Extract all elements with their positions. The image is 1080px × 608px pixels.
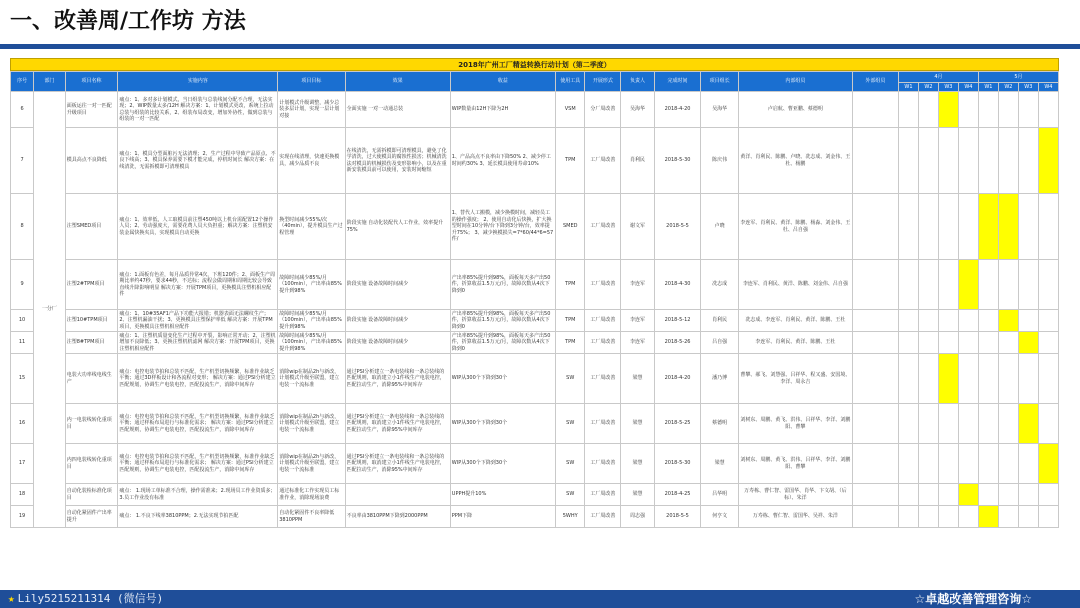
project-name-cell: 内四电装线转化重项目 [65, 444, 118, 484]
row-number-cell: 17 [11, 444, 34, 484]
project-effect-cell: 通过PSI分析建立一条电装线和一条总装线的匹配规则，取消建立小1件线生产电装电控，匹配拉动生产，消除95%中间库存 [345, 404, 450, 444]
footer-brand: ☆卓越改善管理咨询☆ [914, 592, 1032, 606]
schedule-week-cell [958, 354, 978, 404]
project-name-cell: 自动化紧固件产出率提升 [65, 506, 118, 528]
work-form-cell: 工厂周改善 [585, 310, 621, 332]
project-leader-cell: 吕自强 [701, 332, 739, 354]
project-target-cell: 故障时间减少85%/月（100min），产出率由85%提升到98% [278, 332, 345, 354]
internal-members-cell: 冼志成、李连军、肖利民、黄洋、陈鹏、王杜 [739, 310, 853, 332]
schedule-week-cell [978, 194, 998, 260]
owner-name-cell: 谢文军 [621, 194, 655, 260]
schedule-week-cell [978, 332, 998, 354]
due-date-cell: 2018-5-5 [654, 506, 700, 528]
due-date-cell: 2018-5-30 [654, 444, 700, 484]
row-number-cell: 11 [11, 332, 34, 354]
page-title: 一、改善周/工作坊 方法 [10, 9, 246, 34]
project-effect-cell: 在线清洗，无需拆模即可清理模具，避免了化学清洗，过大使模具的腐蚀性损害；机械清洗法对模具的机械损伤及变形影响小，以及在重新安装模具前可以使用，安装时间缩短 [345, 128, 450, 194]
col-header-tool: 使用工具 [556, 72, 585, 92]
footer-watermark [8, 590, 163, 608]
action-plan-table [10, 71, 1059, 528]
schedule-week-cell [918, 92, 938, 128]
col-header-week: W4 [1038, 83, 1058, 92]
implementation-content-cell: 痛点：电控电装节拍和总装不匹配，生产机型切换频繁，标准作业缺乏平衡；通过样板布局进行与标准化需求； 解决方案：通过PSI分析建立匹配规则，协调生产电装电控，匹配投流生产，消除中间库存 [118, 444, 278, 484]
external-members-cell [852, 260, 898, 310]
work-form-cell: 工厂周改善 [585, 194, 621, 260]
project-benefit-cell: UPPH提升10% [450, 484, 555, 506]
project-target-cell: 换型时间减少55%/次（40min），提升模具生产过程管理 [278, 194, 345, 260]
external-members-cell [852, 332, 898, 354]
project-target-cell: 消除wip在制品2h与新改，计划模式升级至联盟，建立电装一个流标准 [278, 444, 345, 484]
row-number-cell: 15 [11, 354, 34, 404]
col-header-external: 外部组员 [852, 72, 898, 92]
schedule-week-cell [1018, 506, 1038, 528]
schedule-week-cell [1038, 444, 1058, 484]
external-members-cell [852, 506, 898, 528]
schedule-week-cell [918, 260, 938, 310]
implementation-content-cell: 痛点：电控电装节拍和总装不匹配，生产机型切换频繁，标准作业缺乏平衡；通过3D样板设计和各流程对变形； 解决方案：通过PSI分析建立匹配规划，协调生产电装电控，匹配投流生产，消除中间库存 [118, 354, 278, 404]
schedule-week-cell [978, 310, 998, 332]
due-date-cell: 2018-5-25 [654, 404, 700, 444]
tool-used-cell: SW [556, 444, 585, 484]
internal-members-cell: 万寿栋、曹仁智、雷国华、吴祥、朱洋 [739, 506, 853, 528]
col-header-week: W2 [998, 83, 1018, 92]
project-benefit-cell: WIP从300个下降到30个 [450, 444, 555, 484]
project-name-cell: 自动化装检标准化项目 [65, 484, 118, 506]
project-leader-cell: 卢晓 [701, 194, 739, 260]
project-leader-cell: 吕华明 [701, 484, 739, 506]
external-members-cell [852, 128, 898, 194]
row-number-cell: 6 [11, 92, 34, 128]
col-header-week: W1 [898, 83, 918, 92]
project-effect-cell: 全面实施 一对一动通总装 [345, 92, 450, 128]
due-date-cell: 2018-5-12 [654, 310, 700, 332]
project-benefit-cell: WIP从300个下降到30个 [450, 354, 555, 404]
tool-used-cell: SW [556, 354, 585, 404]
owner-name-cell: 李连军 [621, 310, 655, 332]
col-header-name: 项目名称 [65, 72, 118, 92]
schedule-week-cell [978, 506, 998, 528]
due-date-cell: 2018-4-25 [654, 484, 700, 506]
schedule-week-cell [1038, 128, 1058, 194]
owner-name-cell: 梁慧 [621, 484, 655, 506]
internal-members-cell: 李连军、肖利民、黄洋、陈鹏、杨淼、刘金伟、王杜、吕自强 [739, 194, 853, 260]
tool-used-cell: TPM [556, 128, 585, 194]
project-leader-cell: 潘乃博 [701, 354, 739, 404]
table-row [11, 484, 1059, 506]
work-form-cell: 工厂周改善 [585, 404, 621, 444]
tool-used-cell: TPM [556, 332, 585, 354]
col-header-week: W2 [918, 83, 938, 92]
schedule-week-cell [998, 310, 1018, 332]
implementation-content-cell: 痛点： 1.不良下线率3810PPM；2.无法实现节拍匹配 [118, 506, 278, 528]
title-rule [0, 44, 1080, 49]
project-effect-cell: 阶段实施 自动化装配代人工作业，效率提升75% [345, 194, 450, 260]
schedule-week-cell [978, 484, 998, 506]
project-effect-cell: 通过PSI分析建立一条电装线和一条总装线的匹配规则，取消建立小1件线生产电装电控，匹配拉动生产，消除95%中间库存 [345, 354, 450, 404]
tool-used-cell: SW [556, 404, 585, 444]
internal-members-cell: 黄洋、肖利民、陈鹏、卢晓、冼志成、刘金伟、王杜、杨鹏 [739, 128, 853, 194]
project-name-cell: 面板运往一对一匹配升级项目 [65, 92, 118, 128]
col-header-due: 完成时间 [654, 72, 700, 92]
footer-wechat-id: Lily5215211314 (微信号) [17, 592, 164, 605]
schedule-week-cell [938, 128, 958, 194]
schedule-week-cell [978, 260, 998, 310]
internal-members-cell: 李连军、肖利民、黄洋、陈鹏、刘金伟、吕自强 [739, 260, 853, 310]
table-row [11, 506, 1059, 528]
implementation-content-cell: 痛点：1、多对多计划模式，当日组装与总装线间分配不合理，无法实现；2、WIP数量太多/12H 解决方案：1、计划模式更改，系统上拉动总装与组装的比较关系，2、组装布局改变，增加外协性，做到总装与组装的一对一匹配 [118, 92, 278, 128]
schedule-week-cell [898, 260, 918, 310]
project-name-cell: 电装大功率线电线生产 [65, 354, 118, 404]
internal-members-cell: 卢启航、曹亚鹏、蔡德明 [739, 92, 853, 128]
external-members-cell [852, 404, 898, 444]
schedule-week-cell [1038, 194, 1058, 260]
project-leader-cell: 吴海华 [701, 92, 739, 128]
table-row [11, 310, 1059, 332]
schedule-week-cell [958, 128, 978, 194]
work-form-cell: 工厂周改善 [585, 506, 621, 528]
implementation-content-cell: 痛点：电控电装节拍和总装不匹配，生产机型切换频繁，标准作业缺乏平衡；通过样板布局进行与标准化需求； 解决方案：通过PSI分析建立匹配规则，协调生产电装电控，匹配投流生产，消除中间库存 [118, 404, 278, 444]
implementation-content-cell: 痛点：1、效率低，人工取模具前注塑450吨以上机台需配置12个操作人员；2、劳动强度大，需要花费人员大负担重；解决方案：注塑机安装金属快换夹具，实现模具自动更换 [118, 194, 278, 260]
schedule-week-cell [1018, 128, 1038, 194]
action-plan-rows [11, 92, 1059, 528]
owner-name-cell: 肖利民 [621, 128, 655, 194]
schedule-week-cell [958, 506, 978, 528]
implementation-content-cell: 痛点：1.面板有色差，每月品质异常4次，下班120件；2、面板生产周期比率约47秒，要求44秒，不达标；流程会做周期和周期比较会导致直线升降影响明显 解决方案：开展TPM项目，更换模具注塑机相应配件 [118, 260, 278, 310]
schedule-week-cell [958, 260, 978, 310]
footer-bar [0, 590, 1080, 608]
project-target-cell: 消除wip在制品2h与新改，计划模式升级至联盟，建立电装一个流标准 [278, 404, 345, 444]
schedule-week-cell [1038, 310, 1058, 332]
work-form-cell: 工厂周改善 [585, 444, 621, 484]
project-target-cell: 故障时间减少85%/月（100min），产出率由85%提升到98% [278, 310, 345, 332]
project-target-cell: 消除wip在制品2h与新改，计划模式升级至联盟，建立电装一个流标准 [278, 354, 345, 404]
schedule-week-cell [958, 194, 978, 260]
implementation-content-cell: 痛点：1、注塑机质量变化生产过程中开裂，影响正常开动；2、注塑机增加不良降低；3、更换注塑机机滤网 解决方案：开展TPM项目，更换注塑机相应配件 [118, 332, 278, 354]
schedule-week-cell [938, 92, 958, 128]
owner-name-cell: 吴海华 [621, 92, 655, 128]
schedule-week-cell [898, 354, 918, 404]
schedule-week-cell [998, 484, 1018, 506]
col-header-members: 内部组员 [739, 72, 853, 92]
schedule-week-cell [938, 506, 958, 528]
row-number-cell: 16 [11, 404, 34, 444]
internal-members-cell: 曹攀、郝飞、刘慧强、吕祥华、程又盛、安国境、李洋、周永吉 [739, 354, 853, 404]
owner-name-cell: 周志强 [621, 506, 655, 528]
project-leader-cell: 何亨文 [701, 506, 739, 528]
tool-used-cell: SW [556, 484, 585, 506]
schedule-week-cell [1018, 332, 1038, 354]
schedule-week-cell [1038, 332, 1058, 354]
schedule-week-cell [1038, 506, 1058, 528]
project-effect-cell: 阶段实施 设备故障时间减少 [345, 260, 450, 310]
implementation-content-cell: 痛点：1、10#35AF1产品下功能大报错；机器表面无法螺纹生产；2、注塑机漏油干扰；3、更换模具注塑保护率低 解决方案：开展TPM项目，更换模具注塑机相应配件 [118, 310, 278, 332]
col-header-month-may: 5月 [978, 72, 1058, 83]
internal-members-cell: 万寿栋、曹仁智、雷国华、肖华、卞文胡、（后标）、朱洋 [739, 484, 853, 506]
schedule-week-cell [898, 128, 918, 194]
schedule-week-cell [978, 354, 998, 404]
project-benefit-cell: 产出率85%提升到98%，面板每天多产出50件，折算收益1.5万元/月，故障次数从4次下降到0 [450, 260, 555, 310]
project-name-cell: 模具高点不良降低 [65, 128, 118, 194]
schedule-week-cell [918, 484, 938, 506]
schedule-week-cell [898, 332, 918, 354]
schedule-week-cell [938, 194, 958, 260]
schedule-week-cell [1018, 92, 1038, 128]
due-date-cell: 2018-5-26 [654, 332, 700, 354]
work-form-cell: 工厂周改善 [585, 332, 621, 354]
due-date-cell: 2018-4-20 [654, 354, 700, 404]
schedule-week-cell [998, 404, 1018, 444]
project-effect-cell: 通过PSI分析建立一条电装线和一条总装线的匹配规则，取消建立小1件线生产电装电控，匹配拉动生产，消除95%中间库存 [345, 444, 450, 484]
table-row [11, 404, 1059, 444]
project-name-cell: 注塑2#TPM项目 [65, 260, 118, 310]
sheet-title: 2018年广州工厂精益转换行动计划（第二季度） [10, 58, 1059, 71]
schedule-week-cell [998, 332, 1018, 354]
schedule-week-cell [918, 354, 938, 404]
external-members-cell [852, 92, 898, 128]
schedule-week-cell [918, 506, 938, 528]
project-leader-cell: 梁慧 [701, 444, 739, 484]
col-header-week: W1 [978, 83, 998, 92]
schedule-week-cell [938, 404, 958, 444]
project-name-cell: 注塑10#TPM项目 [65, 310, 118, 332]
row-number-cell: 9 [11, 260, 34, 310]
schedule-week-cell [978, 92, 998, 128]
col-header-no: 序号 [11, 72, 34, 92]
project-name-cell: 内一电装线转化重项目 [65, 404, 118, 444]
schedule-week-cell [898, 444, 918, 484]
col-header-week: W3 [1018, 83, 1038, 92]
schedule-week-cell [918, 194, 938, 260]
external-members-cell [852, 444, 898, 484]
schedule-week-cell [898, 506, 918, 528]
project-leader-cell: 冼志成 [701, 260, 739, 310]
col-header-leader: 项目组长 [701, 72, 739, 92]
schedule-week-cell [1038, 260, 1058, 310]
row-number-cell: 18 [11, 484, 34, 506]
schedule-week-cell [918, 444, 938, 484]
schedule-week-cell [1018, 194, 1038, 260]
work-form-cell: 工厂周改善 [585, 484, 621, 506]
project-effect-cell: 不良率由3810PPM下降到2000PPM [345, 506, 450, 528]
schedule-week-cell [938, 310, 958, 332]
project-target-cell: 计划模式升级调整，减少总装多层计划，实现一层计划对接 [278, 92, 345, 128]
row-number-cell: 7 [11, 128, 34, 194]
due-date-cell: 2018-4-20 [654, 92, 700, 128]
project-benefit-cell: WIP数量由12H下降为2H [450, 92, 555, 128]
tool-used-cell: TPM [556, 260, 585, 310]
schedule-week-cell [1038, 354, 1058, 404]
row-number-cell: 19 [11, 506, 34, 528]
table-row [11, 260, 1059, 310]
schedule-week-cell [1018, 444, 1038, 484]
col-header-benefit: 收益 [450, 72, 555, 92]
schedule-week-cell [998, 506, 1018, 528]
schedule-week-cell [918, 404, 938, 444]
project-benefit-cell: PPM下降 [450, 506, 555, 528]
col-header-week: W3 [938, 83, 958, 92]
schedule-week-cell [938, 260, 958, 310]
star-icon: ★ [8, 592, 15, 605]
owner-name-cell: 李连军 [621, 332, 655, 354]
project-effect-cell [345, 484, 450, 506]
schedule-week-cell [1038, 484, 1058, 506]
schedule-week-cell [998, 128, 1018, 194]
internal-members-cell: 李连军、肖利民、黄洋、陈鹏、王杜 [739, 332, 853, 354]
project-leader-cell: 肖利民 [701, 310, 739, 332]
implementation-content-cell: 痛点：1、模具分型面脏污无法清理；2、生产过程中导致产品原点、不良下线高；3、模具保养需要下模才能完成，停机时间长 解决方案：在线清洗，无需拆模即可清理模具 [118, 128, 278, 194]
work-form-cell: 工厂周改善 [585, 354, 621, 404]
project-benefit-cell: 产出率85%提升到98%，面板每天多产出50件，折算收益1.5万元/月，故障次数从4次下降到0 [450, 310, 555, 332]
project-name-cell: 注塑8#TPM项目 [65, 332, 118, 354]
schedule-week-cell [1018, 404, 1038, 444]
schedule-week-cell [898, 310, 918, 332]
schedule-week-cell [1018, 310, 1038, 332]
project-target-cell: 通过标准化工作实现员工标准作业，消除现场浪费 [278, 484, 345, 506]
schedule-week-cell [998, 444, 1018, 484]
row-number-cell: 10 [11, 310, 34, 332]
schedule-week-cell [918, 128, 938, 194]
schedule-week-cell [958, 484, 978, 506]
tool-used-cell: 5WHY [556, 506, 585, 528]
schedule-week-cell [938, 332, 958, 354]
owner-name-cell: 梁慧 [621, 444, 655, 484]
col-header-owner: 负责人 [621, 72, 655, 92]
schedule-week-cell [978, 128, 998, 194]
col-header-effect: 效果 [345, 72, 450, 92]
col-header-content: 实施内容 [118, 72, 278, 92]
project-leader-cell: 蔡德明 [701, 404, 739, 444]
owner-name-cell: 梁慧 [621, 404, 655, 444]
schedule-week-cell [998, 260, 1018, 310]
external-members-cell [852, 484, 898, 506]
col-header-target: 项目目标 [278, 72, 345, 92]
project-benefit-cell: 1、替代人工搬模，减少换模时间，减轻员工的操作强度； 2、使用自动化后快换，扩大换型时间在10分钟/台下降到3分钟/台，效率提升75%； 3、减少换模损失=7*60/44*6=57件/ [450, 194, 555, 260]
col-header-month-april: 4月 [898, 72, 978, 83]
project-effect-cell: 阶段实施 设备故障时间减少 [345, 310, 450, 332]
table-row [11, 194, 1059, 260]
project-effect-cell: 阶段实施 设备故障时间减少 [345, 332, 450, 354]
schedule-week-cell [1038, 404, 1058, 444]
tool-used-cell: SMED [556, 194, 585, 260]
work-form-cell: 工厂周改善 [585, 260, 621, 310]
schedule-week-cell [1038, 92, 1058, 128]
project-benefit-cell: 产出率85%提升到98%，面板每天多产出50件，折算收益1.5万元/月，故障次数从4次下降到0 [450, 332, 555, 354]
project-target-cell: 实现在线清理，快速更换模具，减少品质不良 [278, 128, 345, 194]
col-header-dept: 部门 [34, 72, 66, 92]
schedule-week-cell [898, 194, 918, 260]
project-target-cell: 自动化紧固件不良率降低3810PPM [278, 506, 345, 528]
table-row [11, 128, 1059, 194]
table-row [11, 444, 1059, 484]
schedule-week-cell [918, 310, 938, 332]
schedule-week-cell [958, 404, 978, 444]
due-date-cell: 2018-4-30 [654, 260, 700, 310]
col-header-week: W4 [958, 83, 978, 92]
schedule-week-cell [1018, 484, 1038, 506]
schedule-week-cell [938, 444, 958, 484]
external-members-cell [852, 194, 898, 260]
owner-name-cell: 李连军 [621, 260, 655, 310]
project-benefit-cell: WIP从300个下降到30个 [450, 404, 555, 444]
schedule-week-cell [938, 484, 958, 506]
schedule-week-cell [998, 194, 1018, 260]
implementation-content-cell: 痛点： 1.现场工单标准不合理，操作需准来；2.现场员工作业资质多； 3.员工作业没有标准 [118, 484, 278, 506]
schedule-week-cell [998, 92, 1018, 128]
action-plan-sheet [10, 58, 1059, 528]
due-date-cell: 2018-5-5 [654, 194, 700, 260]
schedule-week-cell [958, 310, 978, 332]
row-number-cell: 8 [11, 194, 34, 260]
project-benefit-cell: 1、产品高点不良率由下降50% 2、减少停工时间约30% 3、延长模具使用寿命10% [450, 128, 555, 194]
internal-members-cell: 刘树东、周鹏、黄飞、洪伟、吕祥华、李洋、刘鹏阳、曹攀 [739, 404, 853, 444]
external-members-cell [852, 354, 898, 404]
schedule-week-cell [1018, 260, 1038, 310]
owner-name-cell: 梁慧 [621, 354, 655, 404]
schedule-week-cell [938, 354, 958, 404]
schedule-week-cell [1018, 354, 1038, 404]
col-header-form: 开展形式 [585, 72, 621, 92]
schedule-week-cell [958, 332, 978, 354]
due-date-cell: 2018-5-30 [654, 128, 700, 194]
external-members-cell [852, 310, 898, 332]
table-row [11, 92, 1059, 128]
internal-members-cell: 刘树东、周鹏、黄飞、洪伟、吕祥华、李洋、刘鹏阳、曹攀 [739, 444, 853, 484]
schedule-week-cell [898, 92, 918, 128]
tool-used-cell: VSM [556, 92, 585, 128]
table-row [11, 332, 1059, 354]
schedule-week-cell [898, 404, 918, 444]
schedule-week-cell [978, 404, 998, 444]
schedule-week-cell [978, 444, 998, 484]
project-name-cell: 注塑SMED项目 [65, 194, 118, 260]
schedule-week-cell [998, 354, 1018, 404]
schedule-week-cell [958, 444, 978, 484]
dept-cell: 一分厂 [34, 92, 66, 528]
work-form-cell: 分厂周改善 [585, 92, 621, 128]
project-leader-cell: 陈庆伟 [701, 128, 739, 194]
schedule-week-cell [918, 332, 938, 354]
work-form-cell: 工厂周改善 [585, 128, 621, 194]
schedule-week-cell [958, 92, 978, 128]
tool-used-cell: TPM [556, 310, 585, 332]
table-row [11, 354, 1059, 404]
project-target-cell: 故障时间减少85%/月（100min），产出率由85%提升到98% [278, 260, 345, 310]
schedule-week-cell [898, 484, 918, 506]
